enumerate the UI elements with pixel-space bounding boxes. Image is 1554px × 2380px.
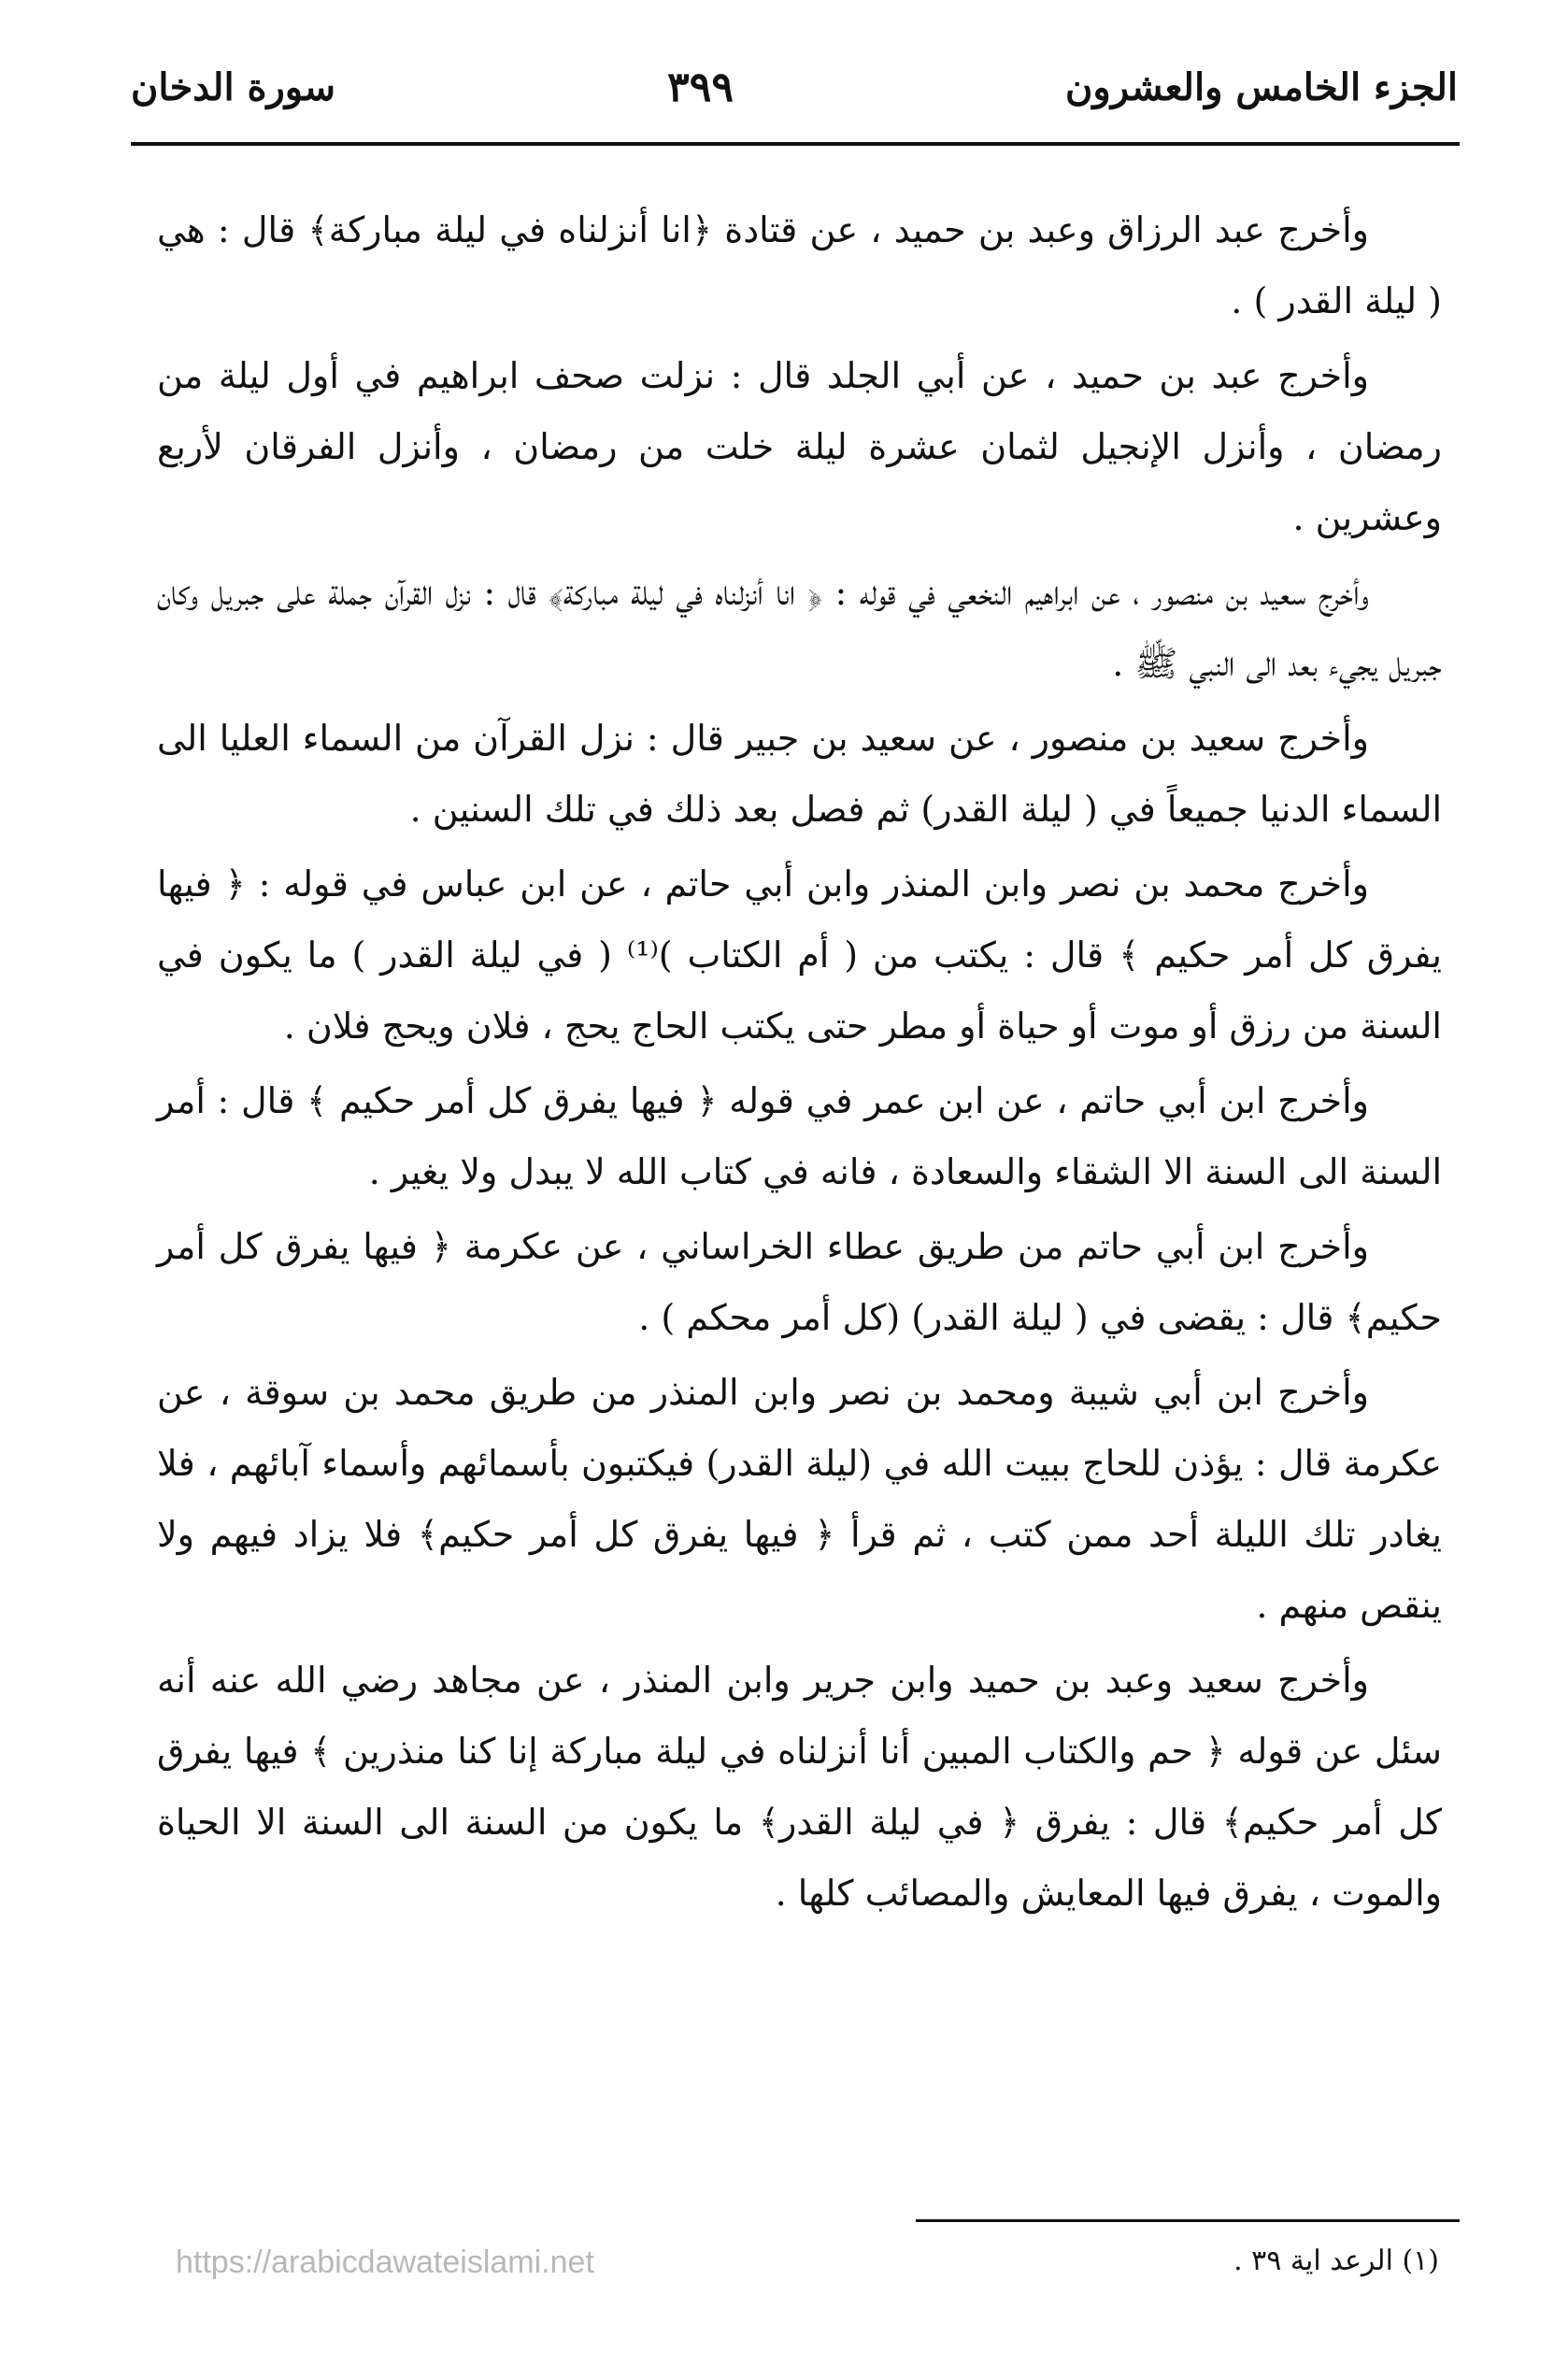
- header-rule: [131, 142, 1460, 146]
- running-header: [131, 54, 1458, 120]
- paragraph-5: وأخرج محمد بن نصر وابن المنذر وابن أبي حاتم ، عن ابن عباس في قوله : ﴿ فيها يفرق كل أمر حكيم ﴾ قال : يكتب من ( أم الكتاب )⁽¹⁾ ( في ليلة القدر ) ما يكون في السنة من رزق أو موت أو حياة أو مطر حتى يكتب الحاج يحج ، فلان ويحج فلان .: [157, 863, 1442, 1047]
- body-text: [157, 194, 1442, 1932]
- paragraph-9: وأخرج سعيد وعبد بن حميد وابن جرير وابن المنذر ، عن مجاهد رضي الله عنه أنه سئل عن قوله ﴿ حم والكتاب المبين أنا أنزلناه في ليلة مباركة إنا كنا منذرين ﴾ فيها يفرق كل أمر حكيم﴾ قال : يفرق ﴿ في ليلة القدر﴾ ما يكون من السنة الى السنة الا الحياة والموت ، يفرق فيها المعايش والمصائب كلها .: [157, 1660, 1442, 1914]
- footnote: (١) الرعد اية ٣٩ .: [1233, 2245, 1439, 2277]
- footnote-rule: [916, 2219, 1460, 2222]
- paragraph-3: وأخرج سعيد بن منصور ، عن ابراهيم النخعي في قوله : ﴿ انا أنزلناه في ليلة مباركة﴾ قال : نزل القرآن جملة على جبريل وكان جبريل يجيء بعد الى النبي ﷺ .: [157, 572, 1442, 684]
- paragraph-4: وأخرج سعيد بن منصور ، عن سعيد بن جبير قال : نزل القرآن من السماء العليا الى السماء الدنيا جميعاً في ( ليلة القدر) ثم فصل بعد ذلك في تلك السنين .: [157, 718, 1442, 830]
- page-number: ٣٩٩: [667, 63, 734, 111]
- paragraph-2: وأخرج عبد بن حميد ، عن أبي الجلد قال : نزلت صحف ابراهيم في أول ليلة من رمضان ، وأنزل الإنجيل لثمان عشرة ليلة خلت من رمضان ، وأنزل الفرقان لأربع وعشرين .: [157, 355, 1442, 538]
- paragraph-7: وأخرج ابن أبي حاتم من طريق عطاء الخراساني ، عن عكرمة ﴿ فيها يفرق كل أمر حكيم﴾ قال : يقضى في ( ليلة القدر) (كل أمر محكم ) .: [157, 1226, 1442, 1338]
- paragraph-8: وأخرج ابن أبي شيبة ومحمد بن نصر وابن المنذر من طريق محمد بن سوقة ، عن عكرمة قال : يؤذن للحاج ببيت الله في (ليلة القدر) فيكتبون بأسمائهم وأسماء آبائهم ، فلا يغادر تلك الليلة أحد ممن كتب ، ثم قرأ ﴿ فيها يفرق كل أمر حكيم﴾ فلا يزاد فيهم ولا ينقص منهم .: [157, 1372, 1442, 1626]
- paragraph-6: وأخرج ابن أبي حاتم ، عن ابن عمر في قوله ﴿ فيها يفرق كل أمر حكيم ﴾ قال : أمر السنة الى السنة الا الشقاء والسعادة ، فانه في كتاب الله لا يبدل ولا يغير .: [157, 1080, 1442, 1192]
- surah-label: سورة الدخان: [131, 64, 335, 109]
- paragraph-1: وأخرج عبد الرزاق وعبد بن حميد ، عن قتادة ﴿انا أنزلناه في ليلة مباركة﴾ قال : هي ( ليلة القدر ) .: [157, 209, 1442, 321]
- watermark-url: https://arabicdawateislami.net: [176, 2245, 594, 2280]
- part-label: الجزء الخامس والعشرون: [1065, 64, 1458, 109]
